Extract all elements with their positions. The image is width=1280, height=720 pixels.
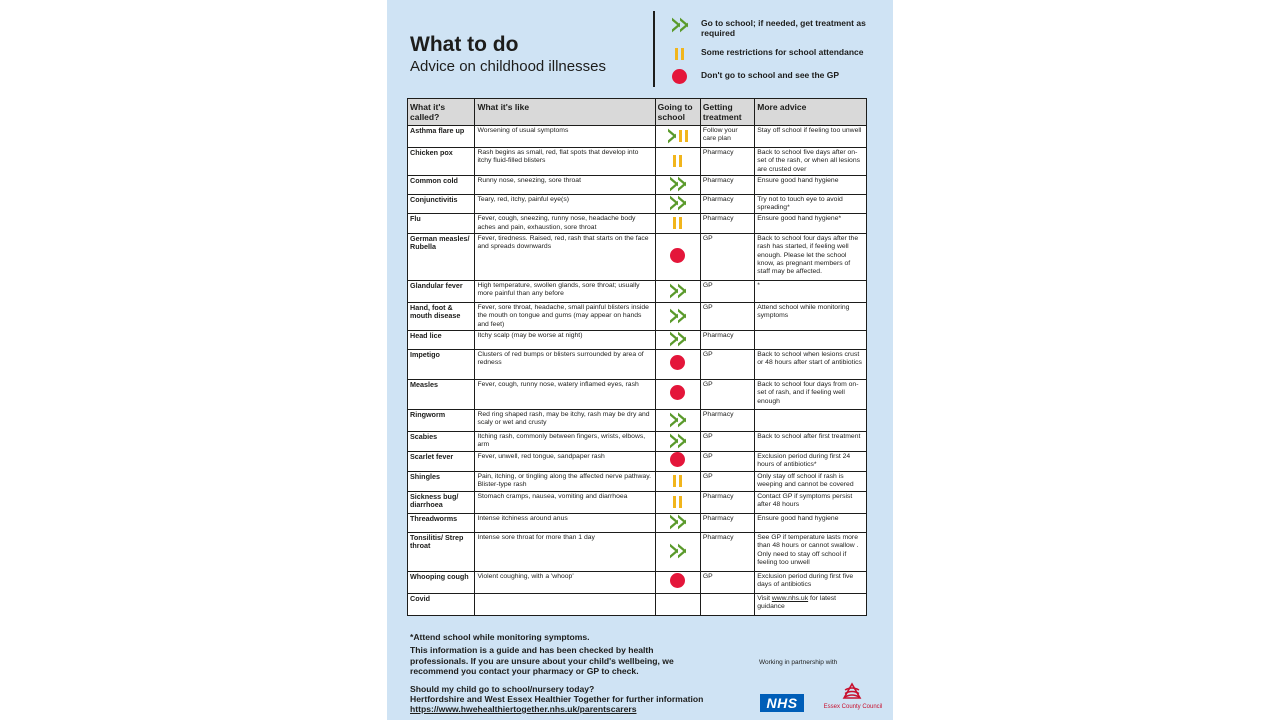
illness-name: Scarlet fever	[408, 452, 475, 472]
treatment: GP	[700, 350, 754, 380]
table-header-row	[408, 99, 867, 126]
more-advice: See GP if temperature lasts more than 48 hours or cannot swallow . Only need to stay off school if feeling too unwell	[755, 533, 867, 572]
treatment: Pharmacy	[700, 331, 754, 350]
school-status	[655, 126, 700, 148]
treatment: Pharmacy	[700, 214, 754, 234]
illness-description: Fever, cough, sneezing, runny nose, headache body aches and pain, exhaustion, sore throat	[475, 214, 655, 234]
more-advice: Stay off school if feeling too unwell	[755, 126, 867, 148]
double-chevron-icon	[670, 196, 685, 211]
page-subtitle: Advice on childhood illnesses	[410, 58, 606, 75]
illness-description: Intense sore throat for more than 1 day	[475, 533, 655, 572]
illness-description: Clusters of red bumps or blisters surrounded by area of redness	[475, 350, 655, 380]
table-row	[408, 533, 867, 572]
table-row	[408, 281, 867, 303]
table-row	[408, 148, 867, 176]
more-advice	[755, 331, 867, 350]
illness-description: Rash begins as small, red, flat spots that develop into itchy fluid-filled blisters	[475, 148, 655, 176]
illness-name: Covid	[408, 594, 475, 616]
school-status	[655, 281, 700, 303]
illness-name: Head lice	[408, 331, 475, 350]
more-advice: Back to school four days after the rash has started, if feeling well enough. Please let the school know, as pregnant members of staff may be affected.	[755, 234, 867, 281]
treatment: Follow your care plan	[700, 126, 754, 148]
illness-description: Fever, sore throat, headache, small painful blisters inside the mouth on tongue and gums (may appear on hands and feet)	[475, 303, 655, 331]
school-status	[655, 472, 700, 492]
table-row	[408, 303, 867, 331]
red-dot-icon	[670, 355, 685, 370]
key-item-stop	[666, 68, 871, 85]
more-advice: Ensure good hand hygiene*	[755, 214, 867, 234]
red-dot-icon	[670, 248, 685, 263]
school-status	[655, 594, 700, 616]
school-status	[655, 533, 700, 572]
header-name: What it's called?	[408, 99, 475, 126]
red-dot-icon	[670, 385, 685, 400]
illness-table	[407, 98, 867, 616]
illness-name: Scabies	[408, 432, 475, 452]
more-advice: Attend school while monitoring symptoms	[755, 303, 867, 331]
illness-name: Sickness bug/ diarrhoea	[408, 492, 475, 514]
school-status	[655, 350, 700, 380]
school-status	[655, 410, 700, 432]
pause-icon	[666, 45, 692, 62]
illness-description: Pain, itching, or tingling along the affected nerve pathway. Blister-type rash	[475, 472, 655, 492]
illness-name: Chicken pox	[408, 148, 475, 176]
question-text: Should my child go to school/nursery today?	[410, 684, 595, 694]
school-status	[655, 148, 700, 176]
illness-description	[475, 594, 655, 616]
illness-description: Fever, tiredness. Raised, red, rash that starts on the face and spreads downwards	[475, 234, 655, 281]
table-row	[408, 214, 867, 234]
illness-name: Measles	[408, 380, 475, 410]
illness-name: Flu	[408, 214, 475, 234]
treatment: Pharmacy	[700, 514, 754, 533]
school-status	[655, 194, 700, 214]
school-status	[655, 492, 700, 514]
illness-name: German measles/ Rubella	[408, 234, 475, 281]
more-advice: Back to school four days from on-set of rash, and if feeling well enough	[755, 380, 867, 410]
double-chevron-icon	[670, 412, 685, 427]
illness-description: Intense itchiness around anus	[475, 514, 655, 533]
partnership-text: Working in partnership with	[759, 659, 838, 666]
school-status	[655, 303, 700, 331]
illness-name: Conjunctivitis	[408, 194, 475, 214]
school-status	[655, 572, 700, 594]
pause-icon	[673, 215, 682, 230]
illness-name: Asthma flare up	[408, 126, 475, 148]
illness-description: Runny nose, sneezing, sore throat	[475, 175, 655, 194]
double-chevron-icon	[670, 544, 685, 559]
nhs-logo: NHS	[760, 694, 804, 712]
illness-name: Hand, foot & mouth disease	[408, 303, 475, 331]
treatment: Pharmacy	[700, 148, 754, 176]
table-row	[408, 380, 867, 410]
red-dot-icon	[670, 573, 685, 588]
more-advice	[755, 410, 867, 432]
header-treatment: Getting treatment	[700, 99, 754, 126]
table-row	[408, 350, 867, 380]
table-row	[408, 126, 867, 148]
info-text: This information is a guide and has been checked by health professionals. If you are unsure about your child's wellbeing, we recommend you contact your pharmacy or GP to check.	[410, 645, 674, 676]
footnote: *Attend school while monitoring symptoms.	[410, 632, 590, 642]
more-advice: Ensure good hand hygiene	[755, 175, 867, 194]
essex-county-council-label: Essex County Council	[823, 704, 883, 710]
more-advice: Back to school after first treatment	[755, 432, 867, 452]
illness-description: Fever, unwell, red tongue, sandpaper rash	[475, 452, 655, 472]
treatment: Pharmacy	[700, 492, 754, 514]
more-advice: Try not to touch eye to avoid spreading*	[755, 194, 867, 214]
treatment: Pharmacy	[700, 175, 754, 194]
table-row	[408, 594, 867, 616]
table-row	[408, 432, 867, 452]
illness-description: Itchy scalp (may be worse at night)	[475, 331, 655, 350]
table-row	[408, 472, 867, 492]
double-chevron-icon	[670, 515, 685, 530]
treatment: GP	[700, 432, 754, 452]
treatment: Pharmacy	[700, 410, 754, 432]
illness-description: Fever, cough, runny nose, watery inflamed eyes, rash	[475, 380, 655, 410]
illness-name: Common cold	[408, 175, 475, 194]
red-dot-icon	[670, 452, 685, 467]
illness-name: Glandular fever	[408, 281, 475, 303]
illness-description: Itching rash, commonly between fingers, wrists, elbows, arm	[475, 432, 655, 452]
school-status	[655, 514, 700, 533]
treatment: GP	[700, 472, 754, 492]
more-advice: Exclusion period during first 24 hours of antibiotics*	[755, 452, 867, 472]
double-chevron-icon	[670, 308, 685, 323]
more-advice: Back to school five days after on-set of the rash, or when all lesions are crusted over	[755, 148, 867, 176]
double-chevron-icon	[670, 433, 685, 448]
school-status	[655, 432, 700, 452]
illness-description: Worsening of usual symptoms	[475, 126, 655, 148]
treatment: GP	[700, 572, 754, 594]
illness-name: Impetigo	[408, 350, 475, 380]
table-row	[408, 175, 867, 194]
table-row	[408, 331, 867, 350]
pause-icon	[673, 473, 682, 488]
illness-name: Whooping cough	[408, 572, 475, 594]
illness-description: Red ring shaped rash, may be itchy, rash may be dry and scaly or wet and crusty	[475, 410, 655, 432]
key-item-go	[666, 16, 871, 38]
treatment: Pharmacy	[700, 194, 754, 214]
illness-description: Stomach cramps, nausea, vomiting and diarrhoea	[475, 492, 655, 514]
more-advice: Ensure good hand hygiene	[755, 514, 867, 533]
school-status	[655, 175, 700, 194]
illness-name: Tonsilitis/ Strep throat	[408, 533, 475, 572]
table-row	[408, 492, 867, 514]
key-divider	[653, 11, 655, 87]
table-row	[408, 234, 867, 281]
double-chevron-icon	[670, 283, 685, 298]
illness-description: Violent coughing, with a 'whoop'	[475, 572, 655, 594]
illness-name: Threadworms	[408, 514, 475, 533]
table-row	[408, 514, 867, 533]
table-row	[408, 410, 867, 432]
treatment: GP	[700, 234, 754, 281]
table-row	[408, 194, 867, 214]
school-status	[655, 234, 700, 281]
double-chevron-icon	[670, 332, 685, 347]
table-row	[408, 452, 867, 472]
treatment: GP	[700, 303, 754, 331]
more-advice: Back to school when lesions crust or 48 hours after start of antibiotics	[755, 350, 867, 380]
illness-name: Shingles	[408, 472, 475, 492]
school-status	[655, 380, 700, 410]
school-status	[655, 331, 700, 350]
essex-county-council-logo	[841, 682, 863, 702]
key-text-restrictions: Some restrictions for school attendance	[701, 47, 864, 57]
red-dot-icon	[666, 68, 692, 85]
double-chevron-icon	[670, 176, 685, 191]
header-school: Going to school	[655, 99, 700, 126]
pause-icon	[673, 153, 682, 168]
key-text-go: Go to school; if needed, get treatment as required	[701, 18, 866, 38]
key-text-stop: Don't go to school and see the GP	[701, 70, 840, 80]
treatment: GP	[700, 452, 754, 472]
page-title: What to do	[410, 33, 519, 56]
chevron-and-pause-icon	[668, 128, 688, 143]
more-advice: Exclusion period during first five days of antibiotics	[755, 572, 867, 594]
more-advice: Visit www.nhs.uk for latest guidance	[755, 594, 867, 616]
illness-description: Teary, red, itchy, painful eye(s)	[475, 194, 655, 214]
treatment	[700, 594, 754, 616]
double-chevron-icon	[666, 16, 692, 33]
key-item-restrictions	[666, 45, 871, 62]
website-link[interactable]: https://www.hwehealthiertogether.nhs.uk/parentscarers	[410, 704, 637, 714]
poster	[387, 0, 893, 720]
school-status	[655, 452, 700, 472]
pause-icon	[673, 494, 682, 509]
more-advice: Contact GP if symptoms persist after 48 hours	[755, 492, 867, 514]
more-advice: Only stay off school if rash is weeping and cannot be covered	[755, 472, 867, 492]
header-like: What it's like	[475, 99, 655, 126]
more-advice: *	[755, 281, 867, 303]
further-info-text: Hertfordshire and West Essex Healthier Together for further information	[410, 694, 704, 704]
treatment: GP	[700, 380, 754, 410]
header-advice: More advice	[755, 99, 867, 126]
treatment: Pharmacy	[700, 533, 754, 572]
illness-name: Ringworm	[408, 410, 475, 432]
treatment: GP	[700, 281, 754, 303]
table-row	[408, 572, 867, 594]
school-status	[655, 214, 700, 234]
illness-description: High temperature, swollen glands, sore throat; usually more painful than any before	[475, 281, 655, 303]
